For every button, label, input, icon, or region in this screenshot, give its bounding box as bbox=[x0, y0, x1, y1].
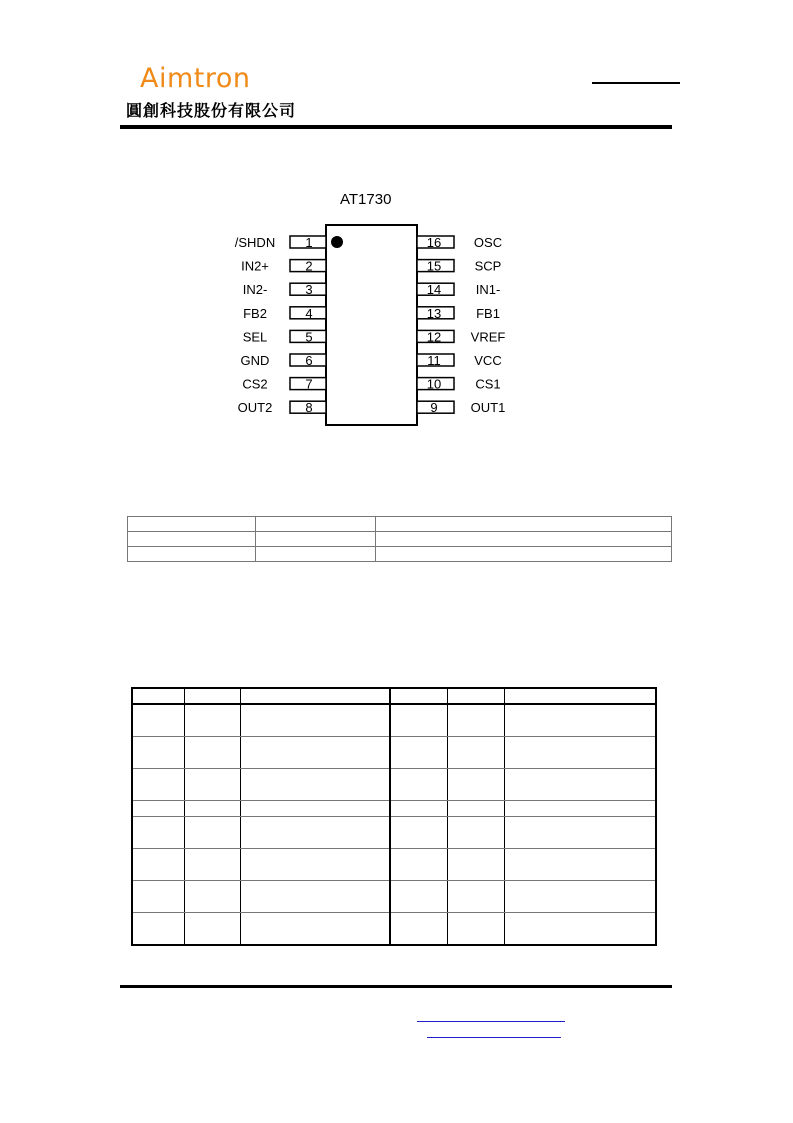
pin-name-6: GND bbox=[240, 353, 270, 368]
table-row bbox=[132, 817, 656, 849]
pin-number-4: 4 bbox=[305, 305, 313, 321]
pin-name-10: CS1 bbox=[475, 376, 501, 392]
pin-number-8: 8 bbox=[305, 400, 313, 416]
pin-number-7: 7 bbox=[305, 376, 313, 392]
pin-number-9: 9 bbox=[430, 400, 438, 416]
pin1-marker bbox=[331, 236, 343, 248]
pin-number-16: 16 bbox=[426, 235, 442, 250]
chip-title: AT1730 bbox=[340, 191, 392, 208]
pin-name-2: IN2+ bbox=[241, 258, 269, 274]
table-row bbox=[132, 849, 656, 881]
pin-number-15: 15 bbox=[426, 258, 442, 274]
pin-name-5: SEL bbox=[242, 329, 268, 345]
pin-number-6: 6 bbox=[305, 353, 313, 368]
pin-number-12: 12 bbox=[426, 329, 442, 345]
pin-name-11: VCC bbox=[474, 353, 502, 368]
table-row bbox=[132, 913, 656, 946]
table-row bbox=[132, 769, 656, 801]
pin-number-11: 11 bbox=[427, 353, 441, 368]
pin-name-9: OUT1 bbox=[470, 400, 506, 416]
pin-name-3: IN2- bbox=[242, 282, 268, 298]
pin-number-1: 1 bbox=[305, 235, 313, 250]
company-name-cn: 圓創科技股份有限公司 bbox=[126, 101, 297, 120]
pin-name-16: OSC bbox=[473, 235, 503, 250]
pin-name-8: OUT2 bbox=[237, 400, 273, 416]
table-row bbox=[128, 547, 672, 562]
footer-link-underline-2[interactable] bbox=[427, 1037, 561, 1038]
brand-name: Aimtron bbox=[140, 63, 251, 94]
pin-name-12: VREF bbox=[470, 329, 506, 345]
chip-body bbox=[326, 225, 417, 425]
pin-number-10: 10 bbox=[426, 376, 442, 392]
table-row bbox=[132, 704, 656, 737]
pin-number-5: 5 bbox=[305, 329, 313, 345]
pin-name-14: IN1- bbox=[475, 282, 501, 298]
pin-name-4: FB2 bbox=[243, 305, 267, 321]
pin-name-1: /SHDN bbox=[234, 235, 276, 250]
table-row bbox=[132, 881, 656, 913]
pin-name-13: FB1 bbox=[476, 305, 500, 321]
ordering-table bbox=[127, 516, 672, 562]
pin-number-13: 13 bbox=[426, 305, 442, 321]
pin-number-3: 3 bbox=[305, 282, 313, 298]
table-row bbox=[132, 737, 656, 769]
pin-number-2: 2 bbox=[305, 258, 313, 274]
pin-number-14: 14 bbox=[426, 282, 442, 298]
table-row bbox=[128, 532, 672, 547]
pin-description-table bbox=[131, 687, 657, 946]
table-header-row bbox=[132, 688, 656, 704]
footer-rule bbox=[120, 985, 672, 988]
footer-link-underline-1[interactable] bbox=[417, 1021, 565, 1022]
table-row bbox=[128, 517, 672, 532]
pin-name-15: SCP bbox=[474, 258, 502, 274]
table-row bbox=[132, 801, 656, 817]
pinout-diagram bbox=[0, 0, 793, 460]
pin-name-7: CS2 bbox=[242, 376, 268, 392]
